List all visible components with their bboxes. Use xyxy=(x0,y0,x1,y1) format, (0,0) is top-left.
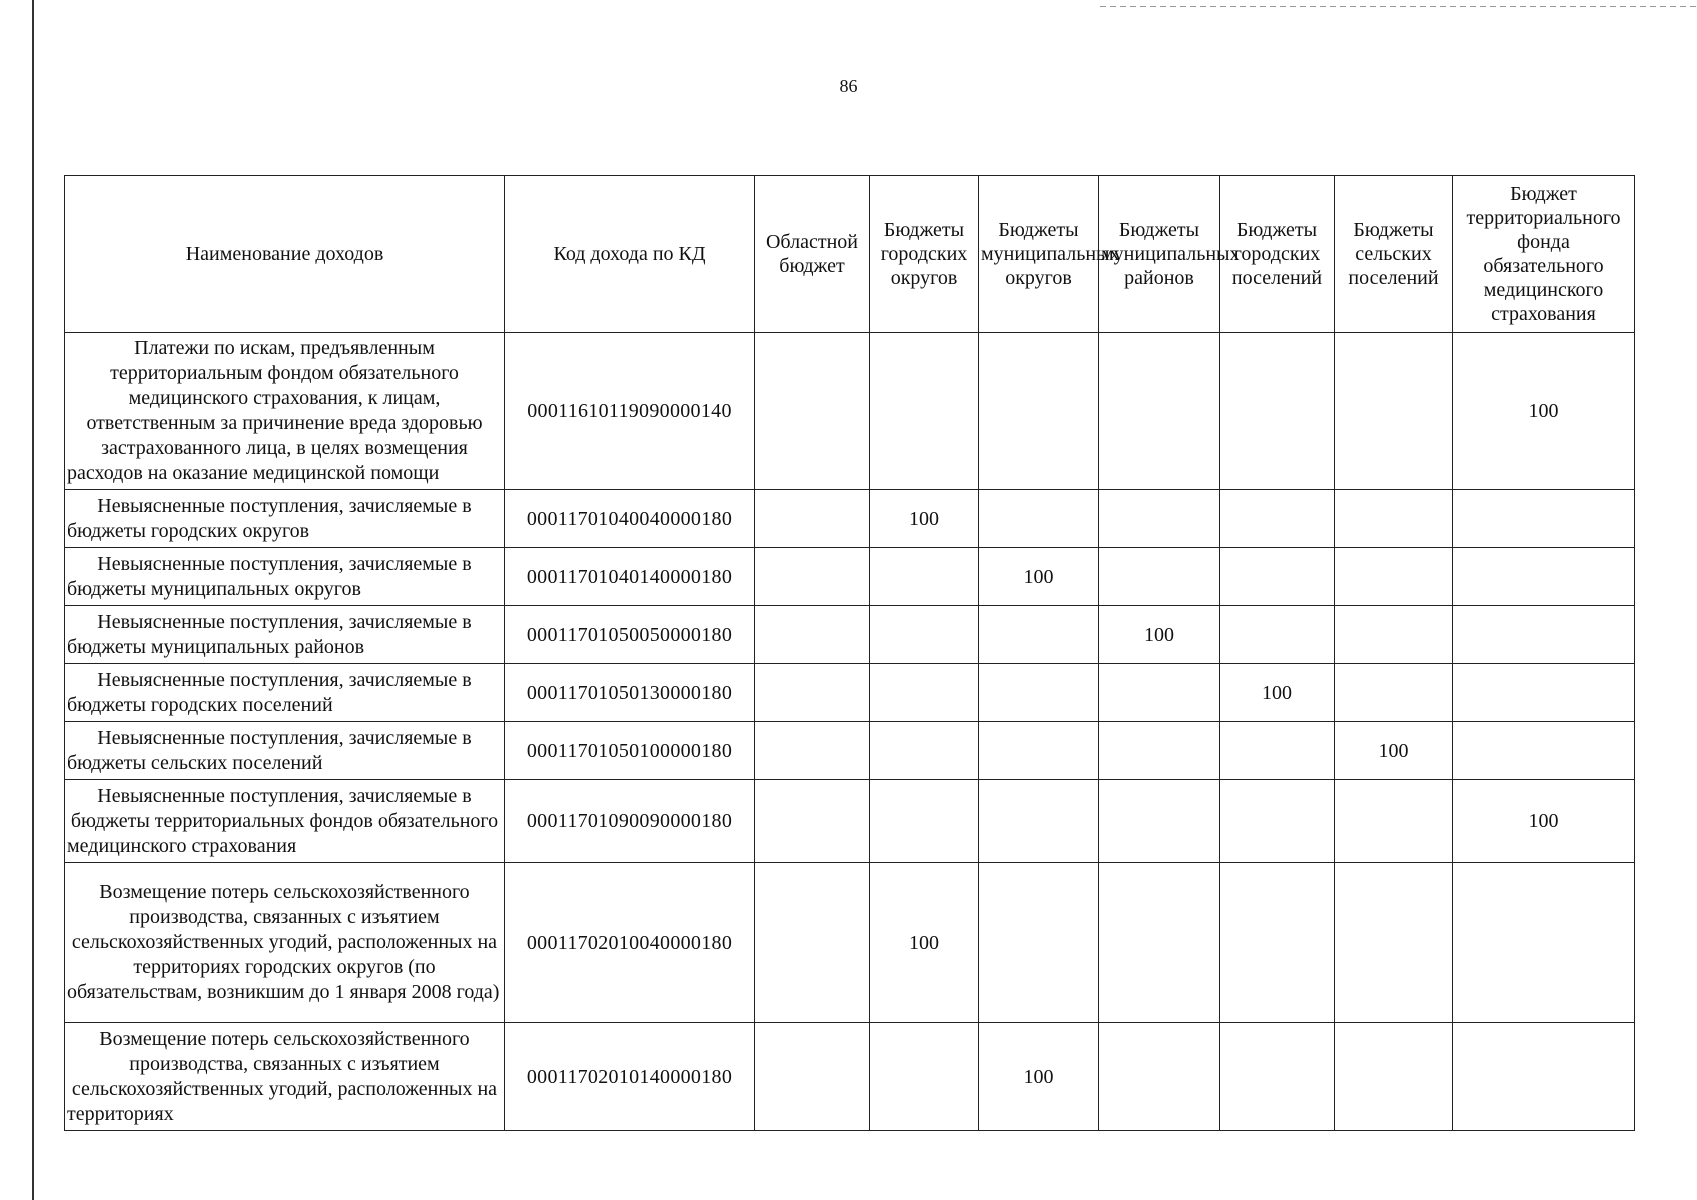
municipal-district-value: 100 xyxy=(979,1023,1099,1131)
income-name: Невыясненные поступления, зачисляемые в бюджеты муниципальных округов xyxy=(65,548,505,606)
municipal-area-value xyxy=(1099,863,1220,1023)
income-code: 00011701050050000180 xyxy=(505,606,755,664)
urban-settlement-value: 100 xyxy=(1220,664,1335,722)
table-row xyxy=(65,722,1635,780)
regional-budget-value xyxy=(755,1023,870,1131)
rural-settlement-value xyxy=(1335,1023,1453,1131)
health-insurance-fund-value xyxy=(1453,490,1635,548)
urban-settlement-value xyxy=(1220,863,1335,1023)
header-rural-settlement-budgets: Бюджеты сельских поселений xyxy=(1335,176,1453,333)
rural-settlement-value xyxy=(1335,606,1453,664)
city-district-value xyxy=(870,606,979,664)
municipal-area-value xyxy=(1099,333,1220,490)
header-urban-settlement-budgets: Бюджеты городских поселений xyxy=(1220,176,1335,333)
rural-settlement-value xyxy=(1335,780,1453,863)
municipal-area-value xyxy=(1099,664,1220,722)
income-code: 00011701050130000180 xyxy=(505,664,755,722)
rural-settlement-value xyxy=(1335,333,1453,490)
table-header-row xyxy=(65,176,1635,333)
income-code: 00011701090090000180 xyxy=(505,780,755,863)
regional-budget-value xyxy=(755,490,870,548)
municipal-area-value xyxy=(1099,490,1220,548)
income-code: 00011702010040000180 xyxy=(505,863,755,1023)
header-municipal-area-budgets: Бюджеты муниципальных районов xyxy=(1099,176,1220,333)
header-city-district-budgets: Бюджеты городских округов xyxy=(870,176,979,333)
income-name: Платежи по искам, предъявленным территориальным фондом обязательного медицинского страхования, к лицам, ответственным за причинение вреда здоровью застрахованного лица, в целях возмещения расходов на оказание медицинской помощи xyxy=(65,333,505,490)
income-name: Возмещение потерь сельскохозяйственного производства, связанных с изъятием сельскохозяйственных угодий, расположенных на территориях городских округов (по обязательствам, возникшим до 1 января 2008 года) xyxy=(65,863,505,1023)
municipal-district-value xyxy=(979,863,1099,1023)
income-code: 00011701050100000180 xyxy=(505,722,755,780)
regional-budget-value xyxy=(755,664,870,722)
municipal-area-value xyxy=(1099,1023,1220,1131)
regional-budget-value xyxy=(755,606,870,664)
health-insurance-fund-value xyxy=(1453,1023,1635,1131)
municipal-area-value: 100 xyxy=(1099,606,1220,664)
health-insurance-fund-value xyxy=(1453,863,1635,1023)
table-row xyxy=(65,490,1635,548)
municipal-district-value xyxy=(979,606,1099,664)
rural-settlement-value xyxy=(1335,548,1453,606)
city-district-value: 100 xyxy=(870,863,979,1023)
health-insurance-fund-value: 100 xyxy=(1453,333,1635,490)
city-district-value xyxy=(870,548,979,606)
table-row xyxy=(65,863,1635,1023)
health-insurance-fund-value xyxy=(1453,722,1635,780)
city-district-value xyxy=(870,333,979,490)
municipal-district-value: 100 xyxy=(979,548,1099,606)
health-insurance-fund-value xyxy=(1453,664,1635,722)
municipal-area-value xyxy=(1099,780,1220,863)
urban-settlement-value xyxy=(1220,722,1335,780)
income-name: Невыясненные поступления, зачисляемые в бюджеты сельских поселений xyxy=(65,722,505,780)
income-name: Невыясненные поступления, зачисляемые в бюджеты городских поселений xyxy=(65,664,505,722)
table-row xyxy=(65,606,1635,664)
urban-settlement-value xyxy=(1220,548,1335,606)
health-insurance-fund-value xyxy=(1453,606,1635,664)
urban-settlement-value xyxy=(1220,333,1335,490)
city-district-value xyxy=(870,780,979,863)
table-row xyxy=(65,548,1635,606)
municipal-area-value xyxy=(1099,722,1220,780)
municipal-district-value xyxy=(979,664,1099,722)
municipal-area-value xyxy=(1099,548,1220,606)
municipal-district-value xyxy=(979,722,1099,780)
table-row xyxy=(65,780,1635,863)
rural-settlement-value: 100 xyxy=(1335,722,1453,780)
regional-budget-value xyxy=(755,548,870,606)
income-name: Возмещение потерь сельскохозяйственного производства, связанных с изъятием сельскохозяйственных угодий, расположенных на территориях xyxy=(65,1023,505,1131)
rural-settlement-value xyxy=(1335,664,1453,722)
header-regional-budget: Областной бюджет xyxy=(755,176,870,333)
rural-settlement-value xyxy=(1335,863,1453,1023)
rural-settlement-value xyxy=(1335,490,1453,548)
city-district-value xyxy=(870,664,979,722)
scan-left-border xyxy=(32,0,34,1200)
municipal-district-value xyxy=(979,490,1099,548)
city-district-value xyxy=(870,722,979,780)
urban-settlement-value xyxy=(1220,490,1335,548)
income-name: Невыясненные поступления, зачисляемые в бюджеты территориальных фондов обязательного медицинского страхования xyxy=(65,780,505,863)
income-name: Невыясненные поступления, зачисляемые в бюджеты городских округов xyxy=(65,490,505,548)
municipal-district-value xyxy=(979,333,1099,490)
regional-budget-value xyxy=(755,722,870,780)
health-insurance-fund-value: 100 xyxy=(1453,780,1635,863)
header-health-insurance-fund-budget: Бюджет территориального фонда обязательного медицинского страхования xyxy=(1453,176,1635,333)
income-code: 00011702010140000180 xyxy=(505,1023,755,1131)
regional-budget-value xyxy=(755,333,870,490)
header-income-code: Код дохода по КД xyxy=(505,176,755,333)
income-name: Невыясненные поступления, зачисляемые в бюджеты муниципальных районов xyxy=(65,606,505,664)
income-distribution-table xyxy=(64,175,1635,1131)
income-code: 00011701040040000180 xyxy=(505,490,755,548)
income-code: 00011701040140000180 xyxy=(505,548,755,606)
table-row xyxy=(65,333,1635,490)
urban-settlement-value xyxy=(1220,780,1335,863)
urban-settlement-value xyxy=(1220,606,1335,664)
header-municipal-district-budgets: Бюджеты муниципальных округов xyxy=(979,176,1099,333)
regional-budget-value xyxy=(755,863,870,1023)
municipal-district-value xyxy=(979,780,1099,863)
city-district-value xyxy=(870,1023,979,1131)
header-income-name: Наименование доходов xyxy=(65,176,505,333)
income-code: 00011610119090000140 xyxy=(505,333,755,490)
urban-settlement-value xyxy=(1220,1023,1335,1131)
table-row xyxy=(65,664,1635,722)
table-row xyxy=(65,1023,1635,1131)
regional-budget-value xyxy=(755,780,870,863)
scan-top-artifact xyxy=(1100,6,1697,7)
health-insurance-fund-value xyxy=(1453,548,1635,606)
page-number: 86 xyxy=(839,76,858,96)
city-district-value: 100 xyxy=(870,490,979,548)
